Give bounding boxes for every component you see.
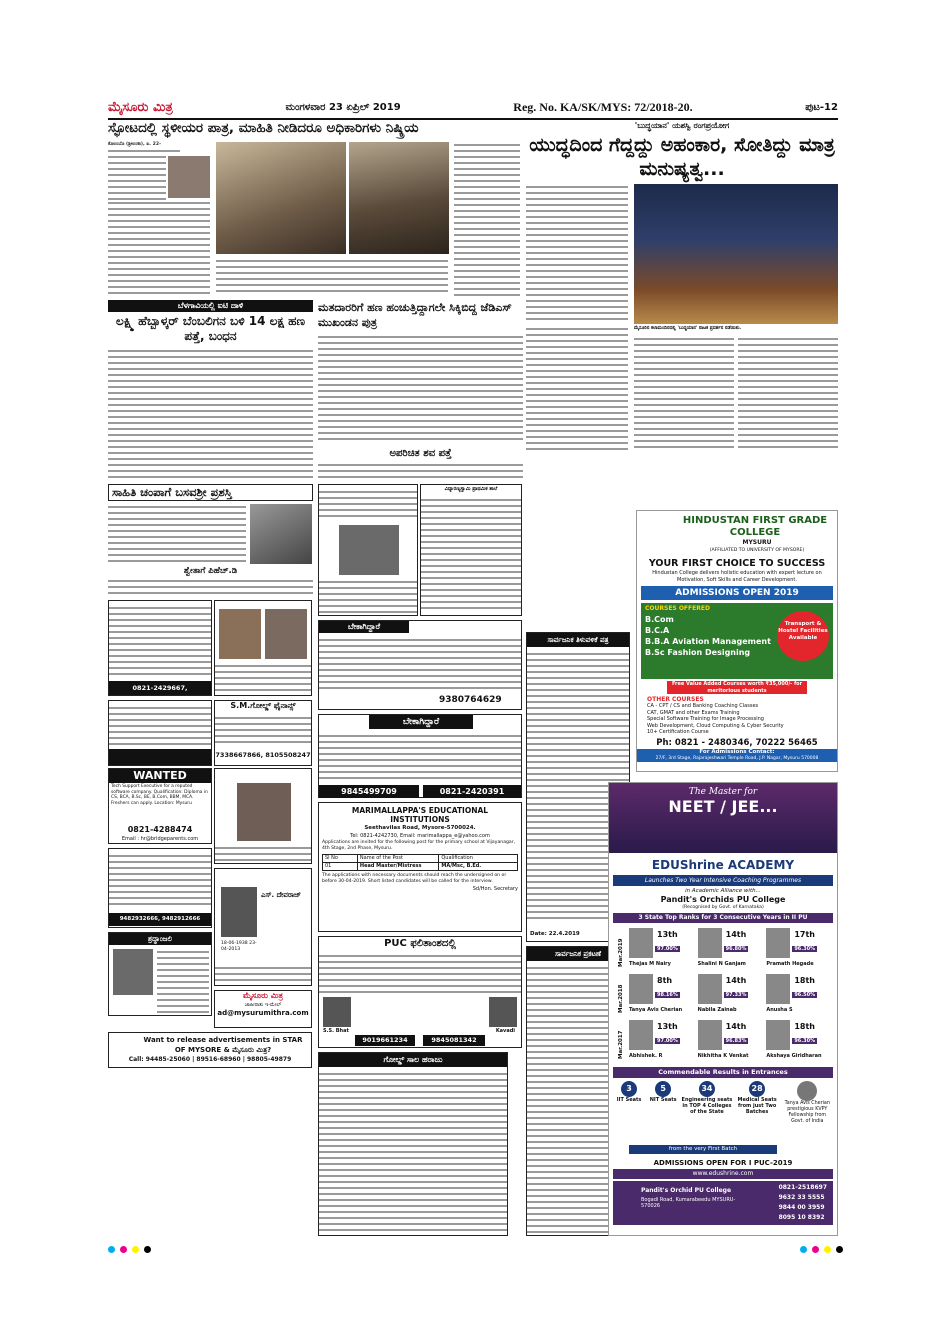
buddhayana-stage-photo: [634, 184, 838, 324]
topper-name: Shalini N Ganjam: [697, 961, 746, 967]
theatre-story: [526, 120, 838, 450]
color-registration-marks: [108, 1246, 151, 1253]
entrance-results: 3 IIT Seats 5 NIT Seats 34 Engineering seats in TOP 4 Colleges of the State 28 Medical Seats from just Two Batches Tanya Avis Cherian prestigious KVPY Fellowship from Govt. of India: [613, 1081, 833, 1143]
topper-card: [696, 972, 765, 1018]
topper-percent: 96.50%: [794, 992, 816, 998]
hindustan-college-ad: HINDUSTAN FIRST GRADE COLLEGE MYSURU (AFFILIATED TO UNIVERSITY OF MYSORE) YOUR FIRST CHOICE TO SUCCESS Hindustan College delivers holistic education with expert lecture on Motivation, Soft Skills and Career Development. ADMISSIONS OPEN 2019 COURSES OFFERED B.Com B.C.A B.B.A Aviation Management B.Sc Fashion Designing Transport & Hostel Facilities Available Free Value Added Courses worth ₹35,000/- for meritorious students OTHER COURSES CA - CPT / CS and Banking Coaching Classes CAT, GMAT and other Exams Training Special Software Training for Image Processing Web Development, Cloud Computing & Cyber Security 10+ Certification Course Ph: 0821 - 2480346, 70222 56465 For Admissions Contact: 27/F, 3rd Stage, Rajarajeshwari Temple Road, J.P. Nagar, Mysuru 570008: [636, 510, 838, 772]
belgaum-kicker: ಬೆಳಗಾವಿಯಲ್ಲಿ ಐಟಿ ದಾಳಿ: [108, 300, 313, 312]
sahithi-subhead: ಶ್ವೇತಾಗೆ ಪಿಹೆಚ್.ಡಿ: [183, 566, 238, 576]
topper-rank: 18th: [794, 976, 815, 985]
topper-rank: 13th: [657, 1022, 678, 1031]
wanted-ad: WANTED Tech Support Executive for a reputed software company. Qualification: Diploma in CS, BCA, B.Sc, BE, B.Com, BBM, MCA. Freshers can apply. Location: Mysuru 0821-4288474 Email : hr@bridgeparents.com: [108, 768, 212, 844]
topper-percent: 96.30%: [794, 1038, 816, 1044]
shraddhanjali-ad: [214, 768, 312, 864]
toppers-grid: 13th 97.00% Thejas M Nairy 14th 96.80% Shalini N Ganjam 17th 96.30% Pramath Hegade 8th 98.16% Tanya Avis Cherian 14th 97.33% Nabila Zainab 18th 96.50% Anusha S 13th 97.00% Abhishek. R 14th 96.83% Nikhitha K Venkat 18th 96.30% Akshaya Giridharan Mar.2019 Mar.2018 Mar.2017: [613, 926, 833, 1064]
topper-card: [696, 1018, 765, 1064]
topper-percent: 96.30%: [794, 946, 816, 952]
topper-rank: 14th: [725, 930, 747, 939]
topper-name: Tanya Avis Cherian: [629, 1007, 683, 1013]
topper-photo: [698, 974, 722, 1004]
newspaper-page: [108, 96, 838, 1236]
classified-ad: 9482932666, 9482912666: [108, 848, 212, 928]
topper-rank: 13th: [657, 930, 678, 939]
topper-card: [696, 926, 765, 972]
theatre-kicker: 'ಬುದ್ಧಯಾನ' ಯಶಸ್ವಿ ರಂಗಪ್ರಯೋಗ: [634, 121, 730, 130]
bank-auction-notice: ಗೋಲ್ಡ್ ಸಾಲ ಹರಾಜು: [318, 1052, 508, 1236]
topper-photo: [698, 1020, 722, 1050]
topper-name: Nabila Zainab: [697, 1007, 737, 1013]
lead-story: [108, 120, 520, 298]
bekagiddare-ad: ಬೇಕಾಗಿದ್ದಾರೆ 9380764629: [318, 620, 522, 710]
obituary-ad: [318, 484, 418, 616]
page-number: ಪುಟ-12: [805, 101, 838, 113]
page-header: [108, 96, 838, 120]
blast-site-photo-2: [349, 142, 449, 254]
star-of-mysore-ad: Want to release advertisements in STAR OF MYSORE & ಮೈಸೂರು ಮಿತ್ರ? Call: 94485-25060 | 89516-68960 | 98805-49879: [108, 1032, 312, 1068]
topper-card: [627, 926, 696, 972]
beka-phone: 9380764629: [439, 695, 502, 705]
beka2-phone-1: 9845499709: [319, 785, 419, 798]
vidyaranya-notice: ವಿದ್ಯಾರಣ್ಯಸ್ವಾಮಿ ಪ್ರಾಥಮಿಕ ಶಾಲೆ: [420, 484, 522, 616]
theatre-caption: ಮೈಸೂರಿನ ಕಲಾಮಂದಿರದಲ್ಲಿ 'ಬುದ್ಧಯಾನ' ನಾಟಕ ಪ್ರದರ್ಶನ ನಡೆಯಿತು.: [634, 326, 742, 331]
topper-rank: 17th: [794, 930, 815, 939]
topper-photo: [766, 928, 790, 958]
topper-name: Akshaya Giridharan: [766, 1053, 822, 1059]
public-notice-2: ಸಾರ್ವಜನಿಕ ಪ್ರಕಟಣೆ: [526, 946, 630, 1236]
edushrine-ad: The Master for NEET / JEE... EDUShrine ACADEMY Launches Two Year Intensive Coaching Programmes in Academic Alliance with... Pandit's Orchids PU College (Recognised by Govt. of Karnataka) 3 State Top Ranks for 3 Consecutive Years in II PU 13th 97.00% Thejas M Nairy 14th 96.80% Shalini N Ganjam 17th 96.30% Pramath Hegade 8th 98.16% Tanya Avis Cherian 14th 97.33% Nabila Zainab 18th 96.50% Anusha S 13th 97.00% Abhishek. R 14th 96.83% Nikhitha K Venkat 18th 96.30% Akshaya Giridharan Mar.2019 Mar.2018 Mar.2017 Commendable Results in Entrances 3 IIT Seats 5 NIT Seats 34 Engineering seats in TOP 4 Colleges of the State 28 Medical Seats from just Two Batches Tanya Avis Cherian prestigious KVPY Fellowship from Govt. of India from the very First Batch ADMISSIONS OPEN FOR I PUC-2019 www.edushrine.com Pandit's Orchid PU College Bogadi Road, Kumarabeedu MYSURU-570026 0821-2518697 9632 33 5555 9844 00 3959 8095 10 8392: [608, 782, 838, 1236]
topper-photo: [766, 974, 790, 1004]
theatre-headline: ಯುದ್ಧದಿಂದ ಗೆದ್ದದ್ದು ಅಹಂಕಾರ, ಸೋತಿದ್ದು ಮಾತ್ರ ಮನುಷ್ಯತ್ವ...: [529, 134, 835, 180]
registration-number: Reg. No. KA/SK/MYS: 72/2018-20.: [513, 99, 693, 114]
topper-photo: [629, 974, 653, 1004]
issue-date: ಮಂಗಳವಾರ 23 ಏಪ್ರಿಲ್ 2019: [285, 101, 401, 113]
lead-dateline: ಕೊಲಂಬೊ (ಶ್ರೀಲಂಕಾ), ಏ. 22–: [108, 142, 180, 148]
topper-percent: 97.00%: [657, 1038, 678, 1044]
beka2-phone-2: 0821-2420391: [423, 785, 521, 798]
topper-rank: 14th: [725, 976, 747, 985]
cash-headline: ಮತದಾರರಿಗೆ ಹಣ ಹಂಚುತ್ತಿದ್ದಾಗಲೇ ಸಿಕ್ಕಿಬಿದ್ದ ಜೆಡಿಎಸ್ ಮುಖಂಡನ ಪುತ್ರ: [318, 301, 512, 329]
topper-name: Pramath Hegade: [766, 961, 814, 967]
topper-name: Thejas M Nairy: [629, 961, 671, 967]
wedding-ad: [214, 600, 312, 696]
belgaum-headline: ಲಕ್ಷ್ಮಿ ಹೆಬ್ಬಾಳ್ಕರ್ ಬೆಂಬಲಿಗನ ಬಳಿ 14 ಲಕ್ಷ ಹಣ ಪತ್ತೆ, ಬಂಧನ: [116, 314, 305, 343]
topper-photo: [629, 1020, 653, 1050]
sahithi-headline: ಸಾಹಿತಿ ಚಂಪಾಗೆ ಬಸವಶ್ರೀ ಪ್ರಶಸ್ತಿ: [108, 484, 313, 501]
gold-finance-ad: [108, 700, 212, 766]
masthead: ಮೈಸೂರು ಮಿತ್ರ: [108, 99, 173, 115]
topper-name: Abhishek. R: [629, 1053, 663, 1059]
topper-rank: 18th: [794, 1022, 815, 1031]
topper-card: [764, 972, 833, 1018]
cash-story: [318, 300, 523, 480]
topper-name: Anusha S: [766, 1007, 793, 1013]
remembrance-ad: ಎಸ್. ದೇವರಾಜ್ 18-06-1938 23-04-2013: [214, 868, 312, 986]
topper-card: [764, 926, 833, 972]
topper-percent: 98.16%: [657, 992, 678, 998]
topper-card: [764, 1018, 833, 1064]
minister-photo: [168, 156, 210, 198]
topper-percent: 97.33%: [725, 992, 747, 998]
marimallappa-ad: MARIMALLAPPA'S EDUCATIONAL INSTITUTIONS Seethavilas Road, Mysore-5700024. Tel: 0821-4242730, Email: marimallappa_e@yahoo.com Applications are invited for the following post for the primary school at Vijayanagar, 4th Stage, 2nd Phase, Mysuru. Sl No Name of the Post Qualification 01 Head Master/Mistress MA/Msc, B.Ed. The applications with necessary documents should reach the undersigned on or before 30-04-2019. Short listed candidates will be called for the interview. Sd/Hon. Secretary: [318, 802, 522, 932]
lead-headline: ಸ್ಫೋಟದಲ್ಲಿ ಸ್ಥಳೀಯರ ಪಾತ್ರ, ಮಾಹಿತಿ ನೀಡಿದರೂ ಅಧಿಕಾರಿಗಳು ನಿಷ್ಕ್ರಿಯ: [108, 120, 419, 136]
topper-percent: 97.00%: [657, 946, 678, 952]
topper-photo: [629, 928, 653, 958]
topper-percent: 96.83%: [725, 1038, 747, 1044]
obituary-photo: [339, 525, 399, 575]
sahithi-story: [108, 484, 313, 596]
topper-photo: [698, 928, 722, 958]
champa-photo: [250, 504, 312, 564]
topper-percent: 96.80%: [725, 946, 747, 952]
blast-site-photo-1: [216, 142, 346, 254]
sm-gold-ad: S.M.ಗೋಲ್ಡ್ ಫೈನಾನ್ಸ್ 7338667866, 8105508247: [214, 700, 312, 766]
topper-card: [627, 1018, 696, 1064]
topper-name: Nikhitha K Venkat: [697, 1053, 749, 1059]
topper-rank: 8th: [657, 976, 673, 985]
punyasmarane-ad: ಶ್ರದ್ಧಾಂಜಲಿ: [108, 932, 212, 1016]
post-table: Sl No Name of the Post Qualification 01 Head Master/Mistress MA/Msc, B.Ed.: [322, 854, 518, 871]
topper-rank: 14th: [725, 1022, 747, 1031]
unknown-body-headline: ಅಪರಿಚಿತ ಶವ ಪತ್ತೆ: [389, 448, 452, 459]
mitra-email-ad: ಮೈಸೂರು ಮಿತ್ರ ಜಾಹೀರಾತು ಇ-ಮೇಲ್ ad@mysurumithra.com: [214, 990, 312, 1028]
bekagiddare-ad-2: ಬೇಕಾಗಿದ್ದಾರೆ 9845499709 0821-2420391: [318, 714, 522, 798]
belgaum-story: [108, 300, 313, 480]
public-notice-letter: ಸಾರ್ವಜನಿಕ ತಿಳುವಳಿಕೆ ಪತ್ರ Date: 22.4.2019: [526, 632, 630, 942]
tutor-ad: 0821-2429667,: [108, 600, 212, 696]
topper-card: [627, 972, 696, 1018]
topper-photo: [766, 1020, 790, 1050]
pu-result-ad: PUC ಫಲಿತಾಂಶದಲ್ಲಿ S.S. Bhat Kavadi 9019661234 9845081342: [318, 936, 522, 1048]
